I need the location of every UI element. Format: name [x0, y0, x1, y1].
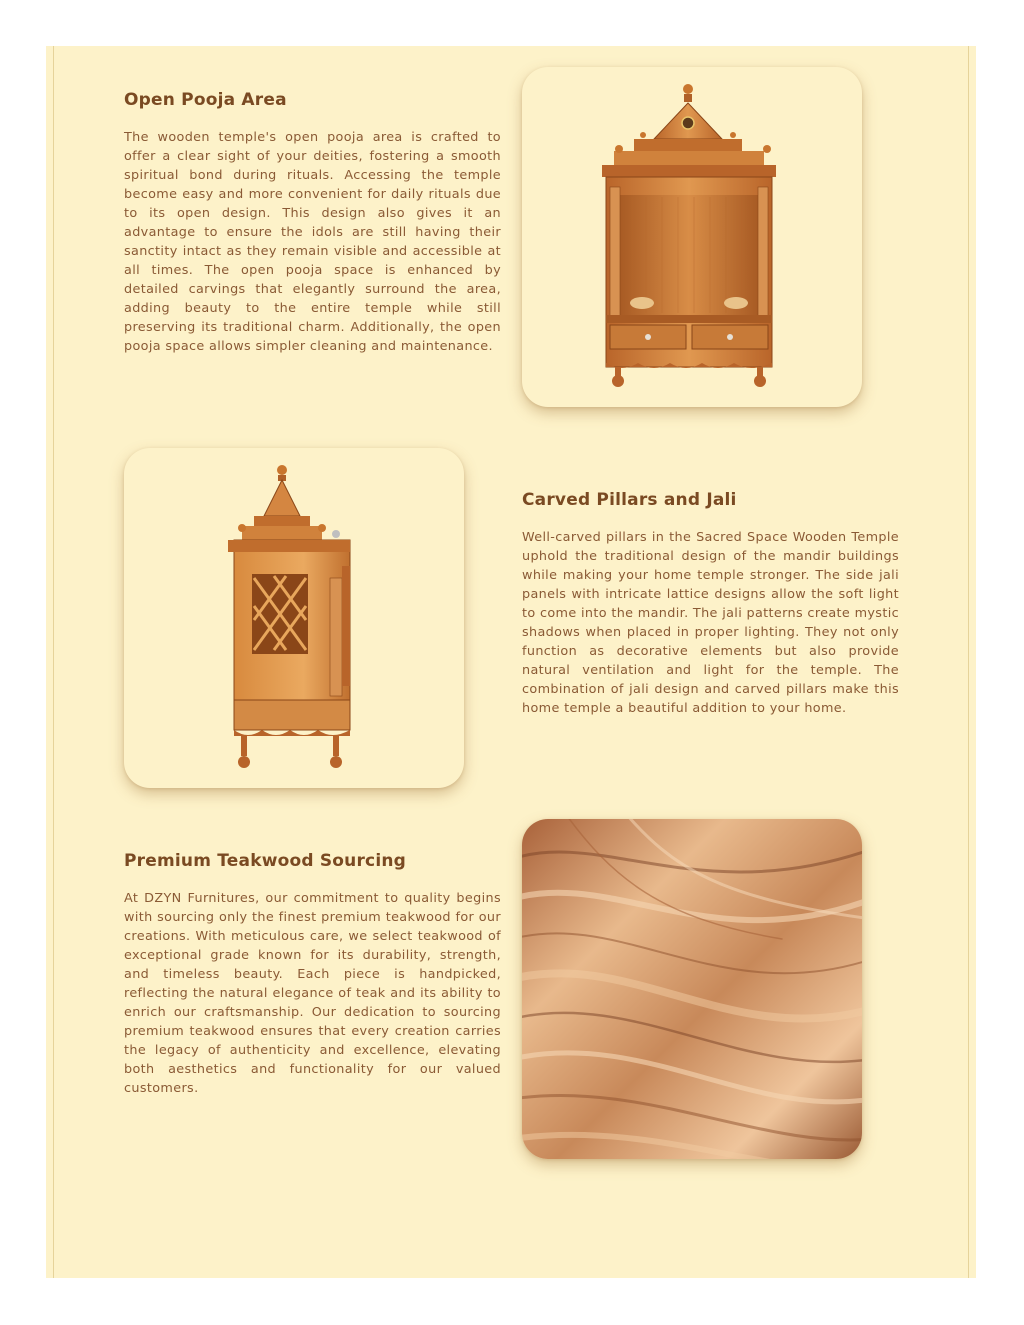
- temple-front-image: [522, 67, 862, 407]
- section-body-carved-pillars: Well-carved pillars in the Sacred Space Wooden Temple uphold the traditional design of the mandir buildings while making your home temple stronger. The side jali panels with intricate lattice designs allow the soft light to come into the mandir. The jali patterns create mystic shadows when placed in proper lighting. They not only function as decorative elements but also provide natural ventilation and light for the temple. The combination of jali design and carved pillars make this home temple a beautiful addition to your home.: [522, 530, 899, 716]
- section-title-premium-teakwood: Premium Teakwood Sourcing: [124, 851, 407, 871]
- page-border-right: [968, 46, 969, 1278]
- page-border-left: [53, 46, 54, 1278]
- teakwood-grain-illustration: [522, 819, 862, 1159]
- teakwood-grain-image: [522, 819, 862, 1159]
- temple-side-illustration: [124, 448, 464, 788]
- section-body-premium-teakwood: At DZYN Furnitures, our commitment to quality begins with sourcing only the finest premium teakwood for our creations. With meticulous care, we select teakwood of exceptional grade known for its durability, strength, and timeless beauty. Each piece is handpicked, reflecting the natural elegance of teak and its ability to enrich our craftsmanship. Our dedication to sourcing premium teakwood ensures that every creation carries the legacy of authenticity and excellence, elevating both aesthetics and functionality for our valued customers.: [124, 891, 501, 1096]
- temple-front-illustration: [522, 67, 862, 407]
- section-title-carved-pillars: Carved Pillars and Jali: [522, 490, 737, 510]
- section-body-open-pooja-area: The wooden temple's open pooja area is crafted to offer a clear sight of your deities, fostering a smooth spiritual bond during rituals. Accessing the temple become easy and more convenient for daily rituals due to its open design. This design also gives it an advantage to ensure the idols are still having their sanctity intact as they remain visible and accessible at all times. The open pooja space is enhanced by detailed carvings that elegantly surround the area, adding beauty to the entire temple while still preserving its traditional charm. Additionally, the open pooja space allows simpler cleaning and maintenance.: [124, 130, 501, 354]
- section-title-open-pooja-area: Open Pooja Area: [124, 90, 287, 110]
- temple-side-image: [124, 448, 464, 788]
